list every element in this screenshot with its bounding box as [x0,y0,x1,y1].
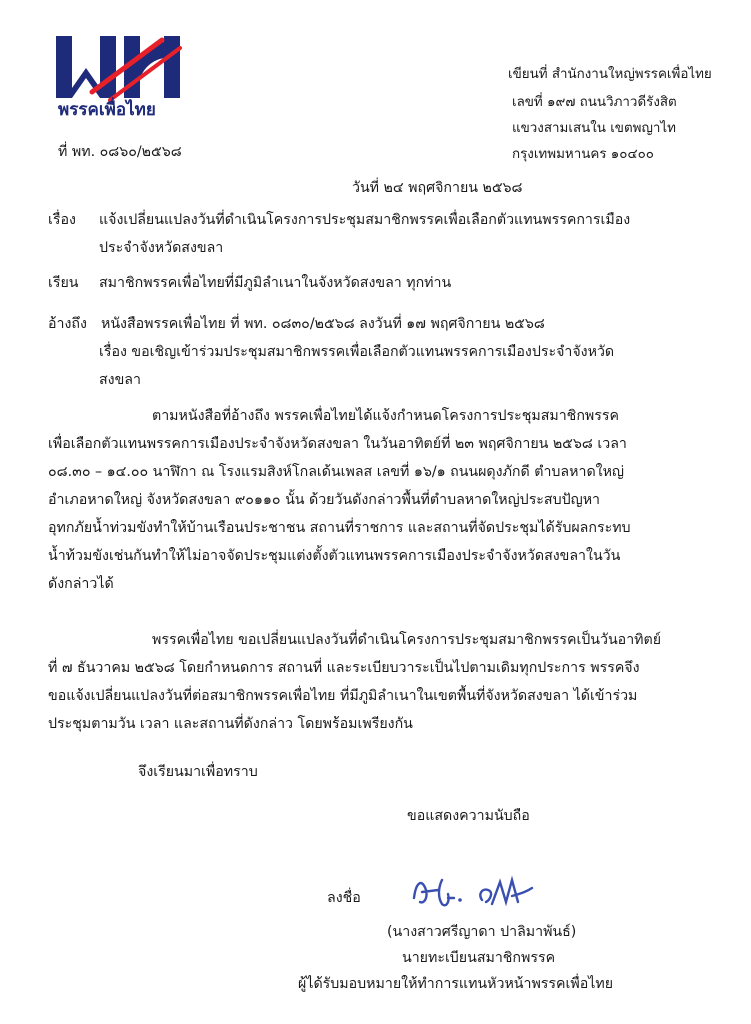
recipient-label: เรียน [48,275,79,291]
address-line-3: แขวงสามเสนใน เขตพญาไท [512,121,676,136]
paragraph-2-line-4: ประชุมตามวัน เวลา และสถานที่ดังกล่าว โดยพร้อมเพรียงกัน [48,716,413,732]
signer-name: (นางสาวศรีญาดา ปาลิมาพันธ์) [387,924,577,940]
paragraph-1-line-2: เพื่อเลือกตัวแทนพรรคการเมืองประจำจังหวัดสงขลา ในวันอาทิตย์ที่ ๒๓ พฤศจิกายน ๒๕๖๘ เวลา [48,436,627,452]
subject-line-1: แจ้งเปลี่ยนแปลงวันที่ดำเนินโครงการประชุมสมาชิกพรรคเพื่อเลือกตัวแทนพรรคการเมือง [99,212,631,228]
paragraph-1-line-5: อุทกภัยน้ำท่วมขังทำให้บ้านเรือนประชาชน สถานที่ราชการ และสถานที่จัดประชุมได้รับผลกระทบ [48,520,631,536]
paragraph-2-line-3: ขอแจ้งเปลี่ยนแปลงวันที่ต่อสมาชิกพรรคเพื่อไทย ที่มีภูมิลำเนาในเขตพื้นที่จังหวัดสงขลา ได้เข้าร่วม [48,688,638,704]
handwritten-signature [408,868,538,916]
reference-label: อ้างถึง [48,316,87,332]
logo-name: พรรคเพื่อไทย [58,100,156,120]
address-line-1: เขียนที่ สำนักงานใหญ่พรรคเพื่อไทย [508,67,712,82]
reference-line-2: เรื่อง ขอเชิญเข้าร่วมประชุมสมาชิกพรรคเพื่อเลือกตัวแทนพรรคการเมืองประจำจังหวัด [99,344,615,360]
address-line-2: เลขที่ ๑๙๗ ถนนวิภาวดีรังสิต [512,95,677,110]
address-line-4: กรุงเทพมหานคร ๑๐๔๐๐ [512,147,654,162]
letter-date: วันที่ ๒๔ พฤศจิกายน ๒๕๖๘ [352,180,523,196]
paragraph-1-line-3: ๐๘.๓๐ – ๑๔.๐๐ นาฬิกา ณ โรงแรมสิงห์โกลเด้นเพลส เลขที่ ๑๖/๑ ถนนผดุงภักดี ตำบลหาดใหญ่ [48,464,625,480]
reference-line-3: สงขลา [99,372,141,388]
paragraph-1-line-6: น้ำท้วมขังเช่นกันทำให้ไม่อาจจัดประชุมแต่งตั้งตัวแทนพรรคการเมืองประจำจังหวัดสงขลาในวัน [48,548,621,564]
signer-authority: ผู้ได้รับมอบหมายให้ทำการแทนหัวหน้าพรรคเพื่อไทย [298,976,614,992]
paragraph-2-line-2: ที่ ๗ ธันวาคม ๒๕๖๘ โดยกำหนดการ สถานที่ และระเบียบวาระเป็นไปตามเดิมทุกประการ พรรคจึง [48,660,640,676]
signer-position: นายทะเบียนสมาชิกพรรค [402,950,556,966]
subject-label: เรื่อง [48,212,76,228]
paragraph-1-line-1: ตามหนังสือที่อ้างถึง พรรคเพื่อไทยได้แจ้งกำหนดโครงการประชุมสมาชิกพรรค [152,408,619,424]
reference-line-1: หนังสือพรรคเพื่อไทย ที่ พท. ๐๘๓๐/๒๕๖๘ ลงวันที่ ๑๗ พฤศจิกายน ๒๕๖๘ [101,316,545,332]
document-number: ที่ พท. ๐๘๖๐/๒๕๖๘ [58,144,182,160]
paragraph-2-line-1: พรรคเพื่อไทย ขอเปลี่ยนแปลงวันที่ดำเนินโครงการประชุมสมาชิกพรรคเป็นวันอาทิตย์ [152,632,662,648]
closing-line: จึงเรียนมาเพื่อทราบ [138,764,258,780]
paragraph-1-line-4: อำเภอหาดใหญ่ จังหวัดสงขลา ๙๐๑๑๐ นั้น ด้วยวันดังกล่าวพื้นที่ตำบลหาดใหญ่ประสบปัญหา [48,492,601,508]
recipient-text: สมาชิกพรรคเพื่อไทยที่มีภูมิลำเนาในจังหวัดสงขลา ทุกท่าน [99,275,452,291]
sign-label: ลงชื่อ [327,890,361,906]
salutation: ขอแสดงความนับถือ [407,808,530,824]
subject-line-2: ประจำจังหวัดสงขลา [99,240,224,256]
paragraph-1-line-7: ดังกล่าวได้ [48,576,114,592]
